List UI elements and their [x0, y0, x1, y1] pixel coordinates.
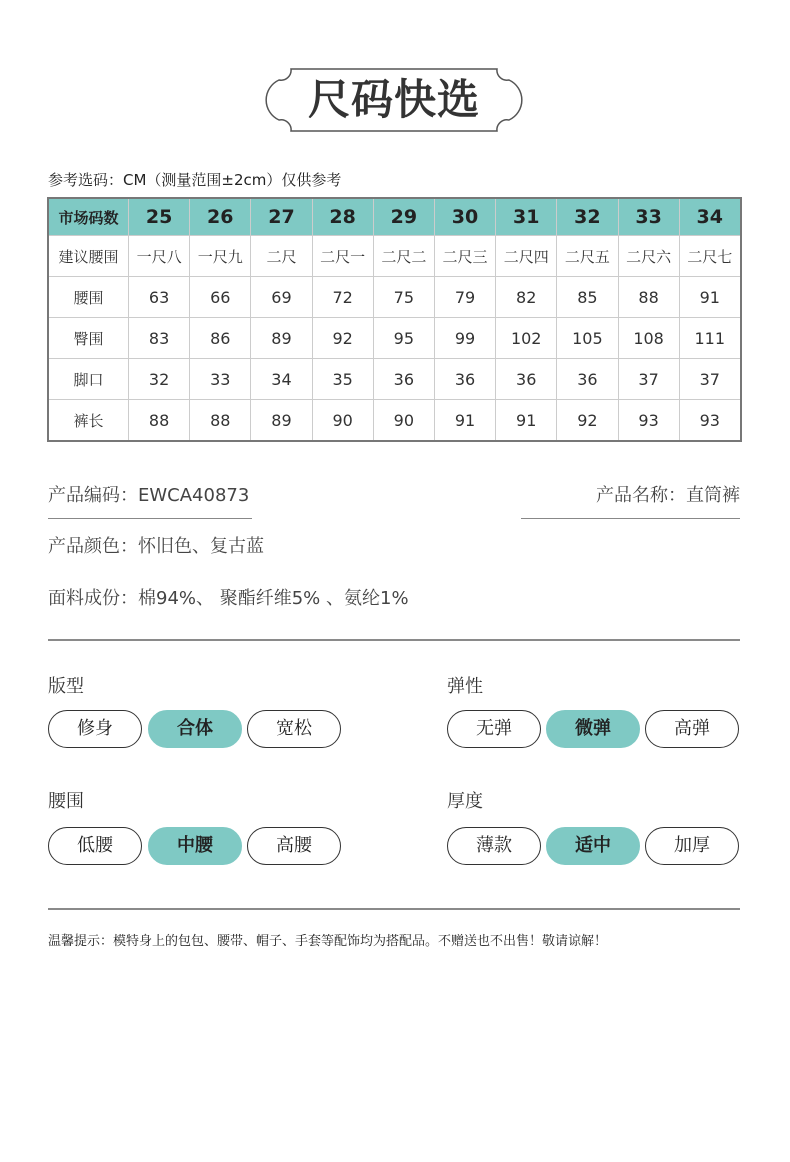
warm-tip: 温馨提示：模特身上的包包、腰带、帽子、手套等配饰均为搭配品。不赠送也不出售！敬请谅解！ — [48, 934, 608, 949]
table-cell: 37 — [618, 359, 679, 400]
table-cell: 二尺一 — [312, 236, 373, 277]
table-cell: 82 — [496, 277, 557, 318]
table-cell: 37 — [679, 359, 740, 400]
table-cell: 85 — [557, 277, 618, 318]
size-header-cell: 34 — [679, 199, 740, 236]
table-cell: 36 — [557, 359, 618, 400]
elasticity-option-high: 高弹 — [645, 710, 739, 748]
reference-note: 参考选码：CM（测量范围±2cm）仅供参考 — [48, 171, 342, 189]
table-row-length — [49, 400, 741, 441]
product-code-underline — [48, 518, 252, 519]
row-label: 臀围 — [49, 318, 129, 359]
table-cell: 86 — [190, 318, 251, 359]
thickness-option-thick: 加厚 — [645, 827, 739, 865]
table-cell: 90 — [312, 400, 373, 441]
table-cell: 93 — [618, 400, 679, 441]
table-cell: 32 — [129, 359, 190, 400]
table-cell: 92 — [557, 400, 618, 441]
table-cell: 二尺四 — [496, 236, 557, 277]
section-divider — [48, 639, 740, 641]
table-cell: 69 — [251, 277, 312, 318]
size-header-cell: 27 — [251, 199, 312, 236]
table-cell: 一尺九 — [190, 236, 251, 277]
table-cell: 83 — [129, 318, 190, 359]
size-table — [48, 198, 741, 441]
table-cell: 33 — [190, 359, 251, 400]
table-cell: 111 — [679, 318, 740, 359]
title-banner — [261, 68, 527, 132]
table-cell: 90 — [373, 400, 434, 441]
thickness-option-thin: 薄款 — [447, 827, 541, 865]
table-cell: 34 — [251, 359, 312, 400]
table-cell: 二尺三 — [434, 236, 495, 277]
table-cell: 36 — [496, 359, 557, 400]
table-cell: 93 — [679, 400, 740, 441]
size-header-cell: 33 — [618, 199, 679, 236]
table-cell: 89 — [251, 400, 312, 441]
product-name: 产品名称：直筒裤 — [596, 485, 740, 506]
table-cell: 92 — [312, 318, 373, 359]
size-header-cell: 26 — [190, 199, 251, 236]
product-color: 产品颜色：怀旧色、复古蓝 — [48, 536, 264, 557]
table-cell: 36 — [434, 359, 495, 400]
waist-option-mid: 中腰 — [148, 827, 242, 865]
row-label: 腰围 — [49, 277, 129, 318]
table-cell: 99 — [434, 318, 495, 359]
size-header-cell: 29 — [373, 199, 434, 236]
table-cell: 35 — [312, 359, 373, 400]
table-cell: 88 — [618, 277, 679, 318]
table-cell: 102 — [496, 318, 557, 359]
product-name-underline — [521, 518, 740, 519]
size-header-cell: 32 — [557, 199, 618, 236]
table-cell: 66 — [190, 277, 251, 318]
table-cell: 二尺七 — [679, 236, 740, 277]
table-row-leg-opening — [49, 359, 741, 400]
table-cell: 二尺二 — [373, 236, 434, 277]
size-header-row — [49, 199, 741, 236]
table-row-hip — [49, 318, 741, 359]
page-title: 尺码快选 — [307, 75, 480, 124]
fit-label: 版型 — [48, 676, 84, 697]
fit-option-regular: 合体 — [148, 710, 242, 748]
header-label: 市场码数 — [49, 199, 129, 236]
table-cell: 75 — [373, 277, 434, 318]
footer-divider — [48, 908, 740, 910]
table-cell: 二尺五 — [557, 236, 618, 277]
size-header-cell: 25 — [129, 199, 190, 236]
table-cell: 36 — [373, 359, 434, 400]
size-header-cell: 30 — [434, 199, 495, 236]
table-cell: 一尺八 — [129, 236, 190, 277]
table-cell: 105 — [557, 318, 618, 359]
waist-label: 腰围 — [48, 791, 84, 812]
table-cell: 91 — [434, 400, 495, 441]
product-fabric: 面料成份：棉94%、 聚酯纤维5% 、氨纶1% — [48, 588, 409, 609]
size-header-cell: 31 — [496, 199, 557, 236]
fit-option-slim: 修身 — [48, 710, 142, 748]
table-cell: 88 — [129, 400, 190, 441]
table-cell: 79 — [434, 277, 495, 318]
thickness-option-medium: 适中 — [546, 827, 640, 865]
elasticity-label: 弹性 — [447, 676, 483, 697]
table-cell: 63 — [129, 277, 190, 318]
fit-option-loose: 宽松 — [247, 710, 341, 748]
size-header-cell: 28 — [312, 199, 373, 236]
table-row-waist — [49, 277, 741, 318]
table-cell: 91 — [496, 400, 557, 441]
table-cell: 89 — [251, 318, 312, 359]
thickness-label: 厚度 — [447, 791, 483, 812]
table-cell: 88 — [190, 400, 251, 441]
waist-option-low: 低腰 — [48, 827, 142, 865]
elasticity-option-slight: 微弹 — [546, 710, 640, 748]
table-cell: 108 — [618, 318, 679, 359]
row-label: 裤长 — [49, 400, 129, 441]
table-cell: 91 — [679, 277, 740, 318]
table-cell: 72 — [312, 277, 373, 318]
elasticity-option-none: 无弹 — [447, 710, 541, 748]
table-cell: 二尺 — [251, 236, 312, 277]
table-row-suggested-waist — [49, 236, 741, 277]
product-code: 产品编码：EWCA40873 — [48, 485, 250, 506]
row-label: 建议腰围 — [49, 236, 129, 277]
waist-option-high: 高腰 — [247, 827, 341, 865]
table-cell: 二尺六 — [618, 236, 679, 277]
row-label: 脚口 — [49, 359, 129, 400]
table-cell: 95 — [373, 318, 434, 359]
